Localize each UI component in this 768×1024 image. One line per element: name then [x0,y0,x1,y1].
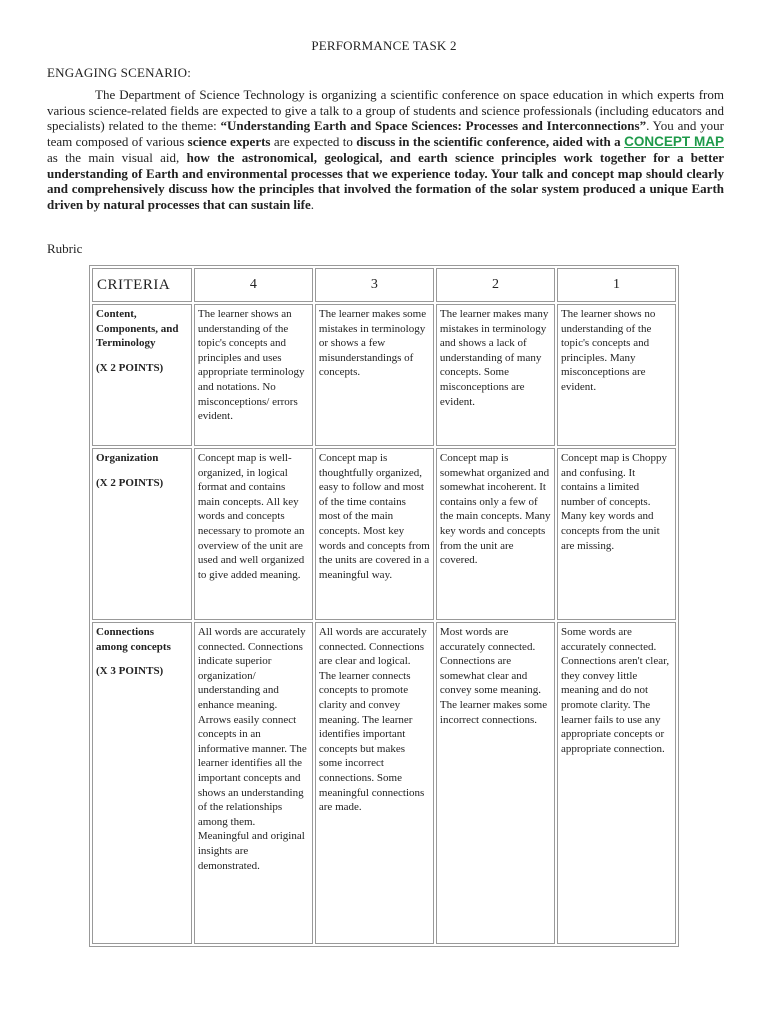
rubric-cell: Most words are accurately connected. Connections are somewhat clear and convey some meaning. The learner makes some incorrect connections. [436,622,555,944]
rubric-cell: Concept map is Choppy and confusing. It contains a limited number of concepts. Many key words and concepts from the unit are missing. [557,448,676,620]
criterion-name: Content, Components, and Terminology [96,308,179,350]
criterion-name: Connections among concepts [96,626,171,653]
header-score-4: 4 [194,268,313,302]
header-score-1: 1 [557,268,676,302]
rubric-cell: Concept map is thoughtfully organized, easy to follow and most of the time contains most of the main concepts. Most key words and concepts from the units are covered in a meaningful way. [315,448,434,620]
rubric-cell: The learner shows no understanding of the topic's concepts and principles. Many misconceptions are evident. [557,304,676,446]
rubric-header-row [92,268,676,302]
scenario-end: . [310,196,314,212]
criterion-cell [92,622,192,944]
rubric-cell: Concept map is somewhat organized and somewhat incoherent. It contains only a few of the main concepts. Many key words and concepts from the unit are covered. [436,448,555,620]
header-criteria: CRITERIA [92,268,192,302]
scenario-how: how the astronomical, geological, and earth science principles work together for a better understanding of Earth and environmental processes that we experience today. Your talk and concept map should clearly and comprehensively discuss how the principles that involved the formation of the solar system produced a unique Earth driven by natural processes that can sustain life [47,149,724,212]
scenario-theme: “Understanding Earth and Space Sciences: Processes and Interconnections” [220,118,647,134]
rubric-cell: All words are accurately connected. Connections indicate superior organization/ understanding and enhance meaning. Arrows easily connect concepts in an informative manner. The learner identifies all the important concepts and shows an understanding of the relationships among them. Meaningful and original insights are demonstrated. [194,622,313,944]
scenario-heading: ENGAGING SCENARIO: [47,65,192,80]
scenario-text-2: . You and your team composed of various [47,118,724,150]
criterion-cell [92,448,192,620]
scenario-text-3: are expected to [270,134,357,150]
rubric-cell: All words are accurately connected. Connections are clear and logical. The learner connects concepts to promote clarity and convey meaning. The learner identifies important concepts but makes some incorrect connections. Some meaningful connections are made. [315,622,434,944]
scenario-discuss: discuss in the scientific conference, aided with a [356,134,625,150]
rubric-label: Rubric [47,241,83,256]
criterion-cell [92,304,192,446]
criterion-name: Organization [96,452,159,464]
scenario-text-4: as the main visual aid, [47,149,187,165]
rubric-cell: The learner makes many mistakes in terminology and shows a lack of understanding of many concepts. Some misconceptions are evident. [436,304,555,446]
page-title: PERFORMANCE TASK 2 [311,38,457,53]
header-score-2: 2 [436,268,555,302]
rubric-cell: Some words are accurately connected. Connections aren't clear, they convey little meaning and do not promote clarity. The learner fails to use any appropriate concepts or appropriate connection. [557,622,676,944]
rubric-cell: The learner makes some mistakes in terminology or shows a few misunderstandings of concepts. [315,304,434,446]
rubric-cell: The learner shows an understanding of the topic's concepts and principles and uses appropriate terminology and notations. No misconceptions/ errors evident. [194,304,313,446]
rubric-row-connections [92,622,676,944]
rubric-table [89,265,679,947]
header-score-3: 3 [315,268,434,302]
rubric-cell: Concept map is well-organized, in logical format and contains main concepts. All key words and concepts necessary to promote an overview of the unit are used and well organized to give added meaning. [194,448,313,620]
concept-map-link[interactable]: CONCEPT MAP [624,134,724,150]
criterion-points: (X 3 POINTS) [96,665,164,678]
criterion-points: (X 2 POINTS) [96,476,164,489]
scenario-paragraph [47,87,724,213]
criterion-points: (X 2 POINTS) [96,361,164,374]
scenario-experts: science experts [187,134,271,150]
scenario-text-1: The Department of Science Technology is organizing a scientific conference on space education in which experts from various science-related fields are expected to give a talk to a group of students and science professionals (including educators and specialists) related to the theme: [47,87,724,134]
rubric-row-content [92,304,676,446]
rubric-row-organization [92,448,676,620]
